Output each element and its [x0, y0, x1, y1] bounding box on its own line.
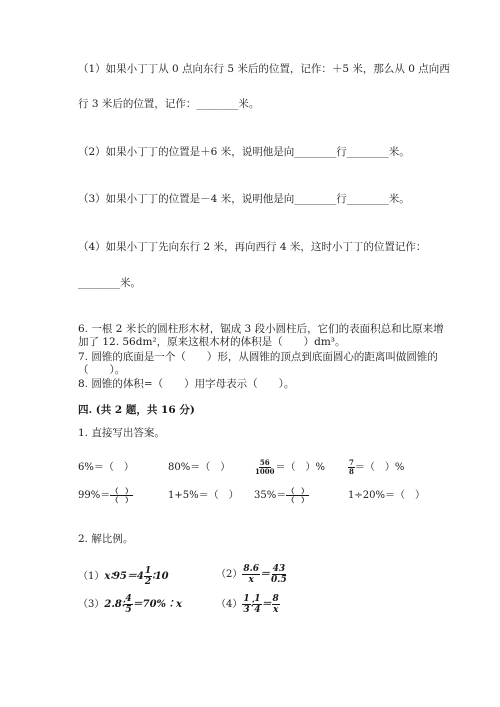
fraction-denominator: 8: [349, 467, 354, 476]
proportion-3-a: 2.8∶: [104, 599, 125, 610]
q2-line: （2）如果小丁丁的位置是＋6 米，说明他是向________行________米。: [78, 146, 410, 158]
q3-line: （3）如果小丁丁的位置是－4 米，说明他是向________行________米。: [78, 193, 410, 205]
fraction-numerator: 43: [272, 564, 286, 574]
proportion-2: [216, 564, 288, 585]
q1-line-b: 行 3 米后的位置，记作：________米。: [78, 98, 260, 110]
fraction-numerator: 4: [125, 594, 132, 604]
fraction-numerator: 8.6: [243, 564, 260, 574]
oral-r1c1: 6%＝（ ）: [78, 462, 134, 473]
fraction-numerator: 7: [349, 458, 354, 467]
section-title: 四. (共 2 题，共 16 分): [78, 404, 195, 416]
oral-r2c3: [254, 487, 309, 504]
fraction-numerator: （ ）: [287, 486, 309, 495]
fraction-denominator: 2: [144, 577, 152, 587]
oral-r1c4: [348, 459, 404, 476]
oral-r2c4: 1÷20%＝（ ）: [348, 490, 425, 501]
fraction-denominator: x: [248, 575, 254, 585]
proportion-1-label: （1）: [78, 571, 105, 582]
q1-line-a: （1）如果小丁丁从 0 点向东行 5 米后的位置，记作：＋5 米，那么从 0 点向西: [78, 63, 450, 75]
q4-line-b: ________米。: [78, 277, 141, 289]
fraction-denominator: 1000: [255, 467, 275, 476]
proportion-2-label: （2）: [216, 569, 243, 580]
oral-r2c1: [78, 487, 133, 504]
proportion-1: [78, 566, 169, 587]
proportion-4: [216, 594, 280, 615]
fraction-numerator: （ ）: [111, 486, 133, 495]
oral-r1c3-rest: ＝（ ）%: [275, 462, 325, 473]
fraction-numerator: 56: [259, 458, 270, 467]
proportion-2-eq: ＝: [260, 569, 271, 580]
q4-line-a: （4）如果小丁丁先向东行 2 米，再向西行 4 米，这时小丁丁的位置记作：: [78, 241, 427, 253]
proportion-1-expr-b: ∶10: [152, 571, 169, 582]
fraction-denominator: 0.5: [271, 575, 287, 585]
fraction-denominator: 3: [243, 605, 250, 615]
fraction-denominator: （ ）: [111, 495, 133, 504]
proportion-3-label: （3）: [78, 599, 105, 610]
item6-line-a: 6. 一根 2 米长的圆柱形木材，锯成 3 段小圆柱后，它们的表面积总和比原来增: [78, 323, 444, 335]
proportion-4-label: （4）: [216, 599, 243, 610]
fraction-numerator: 1: [243, 594, 250, 604]
fraction-denominator: 4: [254, 605, 261, 615]
oral-r1c3: [254, 459, 325, 476]
proportion-label: 2. 解比例。: [78, 533, 134, 545]
oral-r1c2: 80%＝（ ）: [168, 462, 231, 473]
item6-line-b: 加了 12. 56dm²，原来这根木材的体积是（ ）dm³。: [78, 336, 346, 348]
item7-line-b: （ ）。: [78, 364, 126, 376]
fraction-denominator: （ ）: [287, 495, 309, 504]
oral-r1c4-rest: ＝（ ）%: [354, 462, 405, 473]
proportion-3-b: ＝70%∶x: [132, 599, 183, 610]
item7-line-a: 7. 圆锥的底面是一个（ ）形，从圆锥的顶点到底面圆心的距离叫做圆锥的: [78, 351, 438, 363]
proportion-3: [78, 594, 182, 615]
oral-r2c2: 1+5%＝（ ）: [168, 490, 239, 501]
fraction-denominator: 5: [125, 605, 132, 615]
item8-line: 8. 圆锥的体积=（ ）用字母表示（ ）。: [78, 378, 295, 390]
fraction-numerator: 1: [144, 566, 152, 576]
oral-calc-label: 1. 直接写出答案。: [78, 427, 165, 439]
fraction-denominator: x: [272, 605, 279, 615]
proportion-4-sep: ∶: [250, 599, 254, 610]
fraction-numerator: 1: [254, 594, 261, 604]
fraction-numerator: 8: [272, 594, 279, 604]
oral-r2c3-pre: 35%＝: [254, 490, 287, 501]
oral-r2c1-pre: 99%＝: [78, 490, 111, 501]
proportion-4-eq: ＝: [261, 599, 272, 610]
proportion-1-expr-a: x∶95＝4: [104, 571, 144, 582]
